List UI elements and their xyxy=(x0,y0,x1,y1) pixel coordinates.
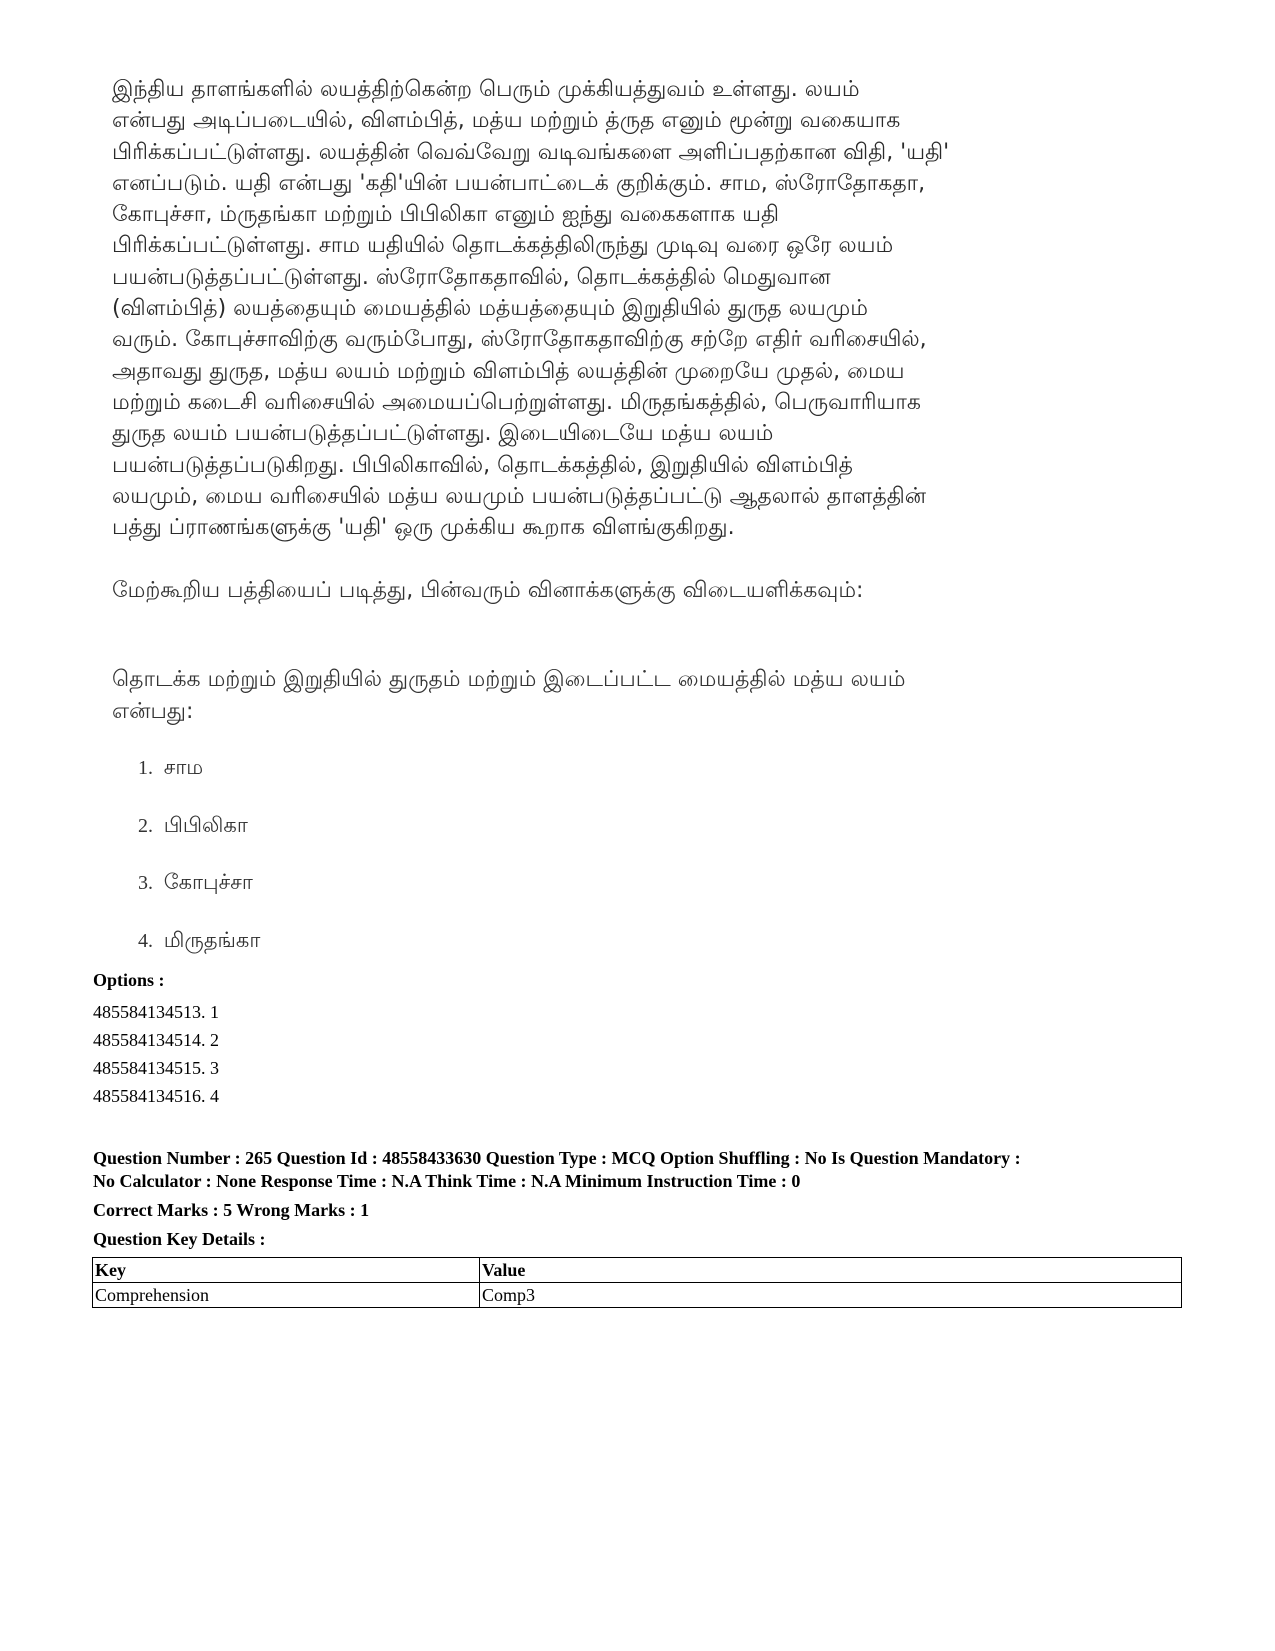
choice-number: 4. xyxy=(138,929,153,952)
choice-label: கோபுச்சா xyxy=(163,870,253,894)
passage-line: இந்திய தாளங்களில் லயத்திற்கென்ற பெரும் முக்கியத்துவம் உள்ளது. லயம் xyxy=(112,77,860,102)
choice-item xyxy=(138,752,260,810)
question-line: தொடக்க மற்றும் இறுதியில் துருதம் மற்றும் இடைப்பட்ட மையத்தில் மத்ய லயம் xyxy=(112,667,906,692)
choice-number: 1. xyxy=(138,757,153,779)
passage-line: பயன்படுத்தப்பட்டுள்ளது. ஸ்ரோதோகதாவில், தொடக்கத்தில் மெதுவான xyxy=(112,264,831,290)
passage-line: எனப்படும். யதி என்பது 'கதி'யின் பயன்பாட்டைக் குறிக்கும். சாம, ஸ்ரோதோகதா, xyxy=(112,170,926,196)
passage-line: அதாவது துருத, மத்ய லயம் மற்றும் விளம்பித் லயத்தின் முறையே முதல், மைய xyxy=(112,358,905,384)
passage-line: பிரிக்கப்பட்டுள்ளது. சாம யதியில் தொடக்கத்திலிருந்து முடிவு வரை ஒரே லயம் xyxy=(112,233,894,259)
passage-line: (விளம்பித்) லயத்தையும் மையத்தில் மத்யத்தையும் இறுதியில் துருத லயமும் xyxy=(112,296,868,322)
passage-line: பிரிக்கப்பட்டுள்ளது. லயத்தின் வெவ்வேறு வடிவங்களை அளிப்பதற்கான விதி, 'யதி' xyxy=(112,139,950,165)
key-details-heading: Question Key Details : xyxy=(93,1229,266,1249)
option-item: 485584134513. 1 xyxy=(93,1002,219,1022)
passage-line: பத்து ப்ராணங்களுக்கு 'யதி' ஒரு முக்கிய கூறாக விளங்குகிறது. xyxy=(112,515,735,541)
choice-item xyxy=(138,867,260,925)
choice-label: சாம xyxy=(163,755,204,779)
choice-label: பிபிலிகா xyxy=(163,812,248,837)
question-details xyxy=(93,1147,1183,1193)
passage-line: மற்றும் கடைசி வரிசையில் அமையப்பெற்றுள்ளது. மிருதங்கத்தில், பெருவாரியாக xyxy=(112,389,921,415)
options-list xyxy=(93,998,219,1110)
choice-number: 2. xyxy=(138,814,153,837)
instruction-text: மேற்கூறிய பத்தியைப் படித்து, பின்வரும் வினாக்களுக்கு விடையளிக்கவும்: xyxy=(112,578,864,603)
table-cell-key: Comprehension xyxy=(93,1283,480,1308)
option-item: 485584134514. 2 xyxy=(93,1030,219,1050)
question-text xyxy=(112,664,1172,728)
passage-line: வரும். கோபுச்சாவிற்கு வரும்போது, ஸ்ரோதோகதாவிற்கு சற்றே எதிர் வரிசையில், xyxy=(112,327,927,353)
option-item: 485584134516. 4 xyxy=(93,1086,219,1106)
table-header-row xyxy=(93,1258,1182,1283)
options-heading: Options : xyxy=(93,970,165,990)
table-cell-value: Comp3 xyxy=(480,1283,1182,1308)
question-line: என்பது: xyxy=(112,699,194,724)
marks-text: Correct Marks : 5 Wrong Marks : 1 xyxy=(93,1200,370,1220)
question-details-line: No Calculator : None Response Time : N.A Think Time : N.A Minimum Instruction Time : 0 xyxy=(93,1171,801,1191)
passage-line: துருத லயம் பயன்படுத்தப்பட்டுள்ளது. இடையிடையே மத்ய லயம் xyxy=(112,421,774,447)
passage-line: கோபுச்சா, ம்ருதங்கா மற்றும் பிபிலிகா எனும் ஐந்து வகைகளாக யதி xyxy=(112,202,780,228)
choice-label: மிருதங்கா xyxy=(163,927,261,952)
choice-item xyxy=(138,810,260,868)
key-details-table xyxy=(92,1257,1182,1308)
passage-line: லயமும், மைய வரிசையில் மத்ய லயமும் பயன்படுத்தப்பட்டு ஆதலால் தாளத்தின் xyxy=(112,483,927,509)
passage-text xyxy=(112,74,1172,543)
passage-line: என்பது அடிப்படையில், விளம்பித், மத்ய மற்றும் த்ருத எனும் மூன்று வகையாக xyxy=(112,108,901,134)
table-header-value: Value xyxy=(480,1258,1182,1283)
option-item: 485584134515. 3 xyxy=(93,1058,219,1078)
answer-choices xyxy=(138,752,260,982)
question-details-line: Question Number : 265 Question Id : 48558433630 Question Type : MCQ Option Shuffling : No Is Question Mandatory : xyxy=(93,1148,1021,1168)
table-row xyxy=(93,1283,1182,1308)
choice-number: 3. xyxy=(138,872,153,894)
passage-line: பயன்படுத்தப்படுகிறது. பிபிலிகாவில், தொடக்கத்தில், இறுதியில் விளம்பித் xyxy=(112,452,853,478)
table-header-key: Key xyxy=(93,1258,480,1283)
